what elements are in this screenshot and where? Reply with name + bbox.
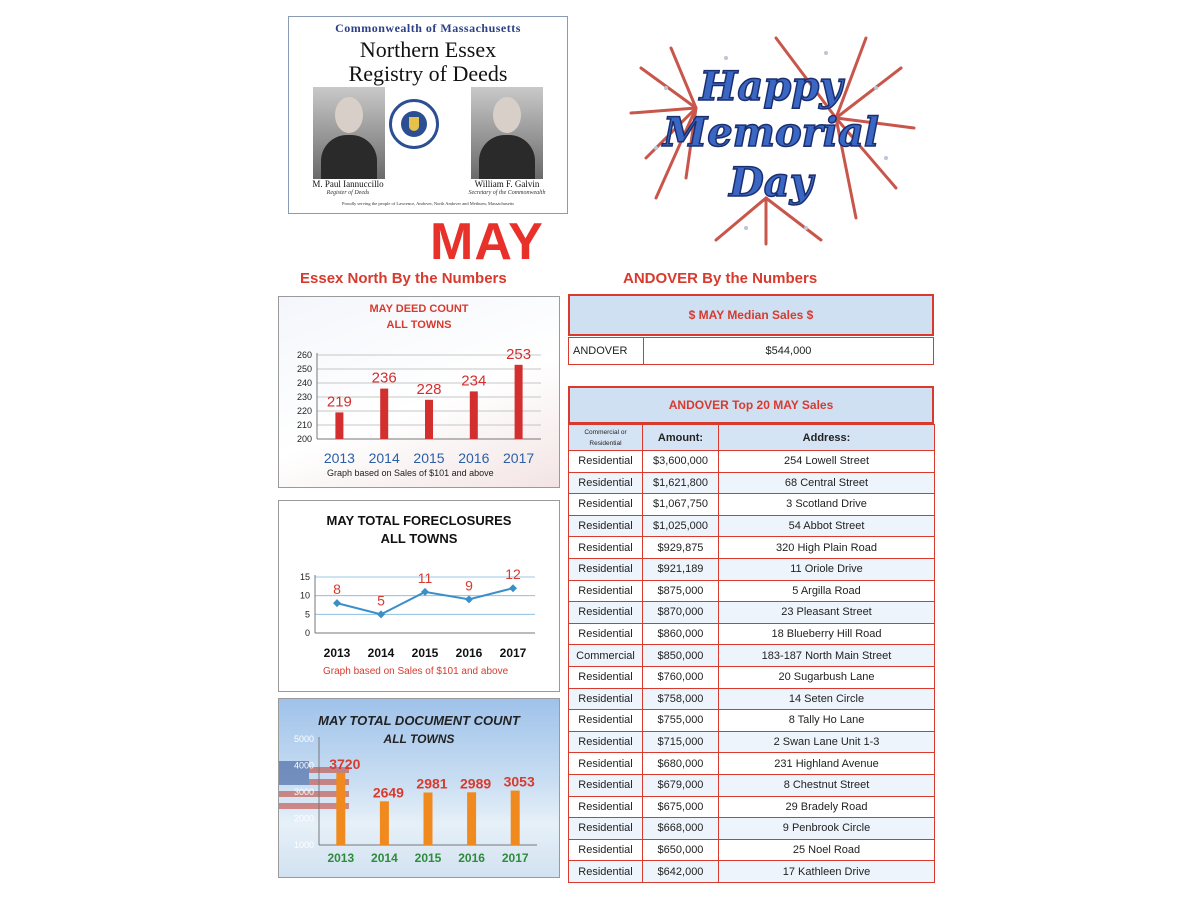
registry-header-card (288, 16, 568, 214)
sale-address-cell: 231 Highland Avenue (719, 753, 935, 775)
table-row (569, 558, 935, 580)
register-portrait (313, 87, 385, 179)
y-tick-label: 15 (299, 572, 310, 582)
bar-2014 (380, 801, 389, 845)
data-label-2016: 234 (461, 372, 487, 390)
secretary-portrait (471, 87, 543, 179)
table-row (569, 839, 935, 861)
sale-amount-cell: $1,067,750 (643, 494, 719, 516)
data-label-2014: 5 (377, 592, 385, 609)
table-row (569, 666, 935, 688)
sale-amount-cell: $870,000 (643, 602, 719, 624)
table-row (569, 515, 935, 537)
sale-type-cell: Residential (569, 688, 643, 710)
header-amount: Amount: (643, 425, 719, 451)
x-tick-label: 2014 (368, 450, 400, 466)
sale-type-cell: Residential (569, 839, 643, 861)
sale-amount-cell: $679,000 (643, 774, 719, 796)
sale-type-cell: Residential (569, 515, 643, 537)
y-tick-label: 10 (299, 590, 310, 601)
x-tick-label: 2016 (458, 851, 485, 865)
commonwealth-label: Commonwealth of Massachusetts (335, 21, 521, 35)
sale-amount-cell: $680,000 (643, 753, 719, 775)
y-tick-label: 5 (304, 609, 310, 620)
sale-type-cell: Residential (569, 796, 643, 818)
deed-chart-note: Graph based on Sales of $101 and above (327, 468, 494, 478)
table-row (569, 602, 935, 624)
table-row (569, 645, 935, 667)
data-label-2014: 236 (371, 369, 397, 387)
x-tick-label: 2015 (411, 646, 439, 660)
median-sales-row (568, 337, 934, 365)
sale-address-cell: 8 Chestnut Street (719, 774, 935, 796)
y-tick-label: 210 (296, 420, 312, 430)
table-row (569, 688, 935, 710)
sale-amount-cell: $850,000 (643, 645, 719, 667)
x-tick-label: 2014 (371, 851, 398, 865)
sale-amount-cell: $1,621,800 (643, 472, 719, 494)
x-tick-label: 2017 (503, 450, 535, 466)
sale-amount-cell: $755,000 (643, 710, 719, 732)
sale-type-cell: Residential (569, 537, 643, 559)
top-sales-banner: ANDOVER Top 20 MAY Sales (568, 386, 934, 424)
registry-title-line1: Northern Essex (359, 37, 497, 62)
memorial-word-day: Day (729, 159, 813, 206)
sale-type-cell: Residential (569, 666, 643, 688)
y-tick-label: 230 (296, 392, 312, 402)
bar-2014 (380, 389, 388, 439)
data-label-2017: 12 (505, 566, 521, 583)
sale-amount-cell: $921,189 (643, 558, 719, 580)
memorial-word-happy: Happy (699, 63, 843, 110)
table-row (569, 818, 935, 840)
sale-amount-cell: $715,000 (643, 731, 719, 753)
x-tick-label: 2017 (501, 851, 529, 865)
bar-2013 (336, 773, 345, 845)
data-label-2016: 9 (465, 577, 473, 594)
bar-2015 (424, 793, 433, 845)
data-label-2015: 11 (417, 569, 433, 586)
deed-count-chart (279, 297, 559, 487)
sale-amount-cell: $3,600,000 (643, 451, 719, 473)
x-tick-label: 2017 (499, 646, 527, 660)
table-row (569, 861, 935, 883)
data-label-2017: 253 (506, 345, 532, 363)
median-town-label: ANDOVER (569, 338, 644, 364)
sale-type-cell: Residential (569, 623, 643, 645)
document-chart-title-line1: MAY TOTAL DOCUMENT COUNT (318, 713, 520, 728)
y-tick-label: 0 (304, 628, 310, 638)
foreclosure-chart-title-line2: ALL TOWNS (380, 531, 458, 546)
x-tick-label: 2016 (458, 450, 490, 466)
y-tick-label: 4000 (293, 760, 314, 771)
registry-footer: Proudly serving the people of Lawrence, Andover, North Andover and Methuen, Massachusetts (341, 201, 515, 206)
foreclosures-chart-panel (278, 500, 560, 692)
sale-type-cell: Residential (569, 494, 643, 516)
y-tick-label: 200 (296, 434, 312, 444)
sale-address-cell: 320 High Plain Road (719, 537, 935, 559)
x-tick-label: 2015 (414, 851, 442, 865)
sale-amount-cell: $1,025,000 (643, 515, 719, 537)
point-2013 (333, 599, 341, 607)
x-tick-label: 2015 (413, 450, 445, 466)
table-row (569, 580, 935, 602)
y-tick-label: 5000 (293, 734, 314, 744)
sale-type-cell: Residential (569, 580, 643, 602)
y-tick-label: 2000 (293, 813, 314, 824)
bar-2016 (467, 792, 476, 845)
registry-title-line2: Registry of Deeds (348, 61, 508, 86)
sale-type-cell: Residential (569, 731, 643, 753)
foreclosure-chart-note: Graph based on Sales of $101 and above (323, 666, 509, 677)
y-tick-label: 1000 (293, 840, 314, 850)
sale-address-cell: 3 Scotland Drive (719, 494, 935, 516)
y-tick-label: 220 (296, 406, 312, 416)
bar-2013 (335, 412, 343, 439)
sale-amount-cell: $929,875 (643, 537, 719, 559)
sale-amount-cell: $875,000 (643, 580, 719, 602)
data-label-2013: 219 (326, 393, 352, 411)
deed-chart-title-line1: MAY DEED COUNT (369, 303, 469, 315)
sale-address-cell: 5 Argilla Road (719, 580, 935, 602)
sale-address-cell: 29 Bradely Road (719, 796, 935, 818)
secretary-name: William F. Galvin (474, 179, 540, 189)
sale-amount-cell: $650,000 (643, 839, 719, 861)
x-tick-label: 2014 (367, 646, 395, 660)
bar-2017 (511, 791, 520, 845)
sale-address-cell: 8 Tally Ho Lane (719, 710, 935, 732)
data-label-2015: 228 (416, 380, 442, 398)
sale-address-cell: 23 Pleasant Street (719, 602, 935, 624)
sale-address-cell: 11 Oriole Drive (719, 558, 935, 580)
memorial-word-memorial: Memorial (662, 109, 880, 156)
left-section-title: Essex North By the Numbers (300, 270, 507, 287)
right-section-title: ANDOVER By the Numbers (623, 270, 818, 287)
data-label-2017: 3053 (503, 773, 535, 790)
deed-count-chart-panel (278, 296, 560, 488)
sale-address-cell: 54 Abbot Street (719, 515, 935, 537)
memorial-day-fireworks (626, 28, 916, 246)
table-row (569, 623, 935, 645)
deed-chart-title-line2: ALL TOWNS (386, 319, 452, 331)
table-row (569, 753, 935, 775)
register-name: M. Paul Iannuccillo (312, 179, 384, 189)
sale-address-cell: 14 Seten Circle (719, 688, 935, 710)
sale-amount-cell: $860,000 (643, 623, 719, 645)
month-heading: MAY (430, 213, 544, 271)
header-type: Commercial or Residential (569, 425, 643, 451)
sale-type-cell: Residential (569, 710, 643, 732)
sale-address-cell: 254 Lowell Street (719, 451, 935, 473)
sale-amount-cell: $758,000 (643, 688, 719, 710)
sale-address-cell: 20 Sugarbush Lane (719, 666, 935, 688)
sale-address-cell: 2 Swan Lane Unit 1-3 (719, 731, 935, 753)
sale-type-cell: Residential (569, 753, 643, 775)
x-tick-label: 2013 (327, 851, 355, 865)
data-label-2014: 2649 (372, 784, 404, 801)
x-tick-label: 2016 (455, 646, 483, 660)
sale-address-cell: 17 Kathleen Drive (719, 861, 935, 883)
foreclosures-chart (279, 501, 559, 691)
sale-amount-cell: $668,000 (643, 818, 719, 840)
table-header-row (569, 425, 935, 451)
y-tick-label: 3000 (293, 787, 314, 797)
median-value: $544,000 (765, 345, 812, 357)
sale-address-cell: 25 Noel Road (719, 839, 935, 861)
sale-type-cell: Residential (569, 861, 643, 883)
data-label-2013: 3720 (329, 755, 361, 772)
sale-type-cell: Residential (569, 472, 643, 494)
data-label-2016: 2989 (460, 775, 492, 792)
x-tick-label: 2013 (323, 646, 351, 660)
median-sales-banner: $ MAY Median Sales $ (568, 294, 934, 336)
table-row (569, 494, 935, 516)
massachusetts-seal-icon (389, 99, 439, 149)
sale-address-cell: 9 Penbrook Circle (719, 818, 935, 840)
y-tick-label: 260 (296, 350, 312, 360)
document-count-chart-panel (278, 698, 560, 878)
top-sales-table (568, 424, 935, 883)
header-address: Address: (719, 425, 935, 451)
data-label-2013: 8 (333, 581, 341, 598)
table-row (569, 731, 935, 753)
bar-2016 (470, 391, 478, 439)
sale-type-cell: Residential (569, 818, 643, 840)
sale-address-cell: 18 Blueberry Hill Road (719, 623, 935, 645)
sale-amount-cell: $675,000 (643, 796, 719, 818)
point-2016 (465, 595, 473, 603)
document-chart-title-line2: ALL TOWNS (383, 732, 455, 746)
table-row (569, 451, 935, 473)
y-tick-label: 250 (296, 364, 312, 374)
table-row (569, 774, 935, 796)
register-role: Register of Deeds (326, 190, 370, 196)
point-2014 (377, 610, 385, 618)
bar-2017 (515, 365, 523, 439)
point-2015 (421, 588, 429, 596)
sale-type-cell: Residential (569, 602, 643, 624)
sale-address-cell: 183-187 North Main Street (719, 645, 935, 667)
sale-type-cell: Commercial (569, 645, 643, 667)
table-row (569, 796, 935, 818)
table-row (569, 472, 935, 494)
table-row (569, 710, 935, 732)
sale-type-cell: Residential (569, 558, 643, 580)
sale-type-cell: Residential (569, 774, 643, 796)
secretary-role: Secretary of the Commonwealth (468, 190, 546, 196)
x-tick-label: 2013 (323, 450, 355, 466)
sale-type-cell: Residential (569, 451, 643, 473)
table-row (569, 537, 935, 559)
data-label-2015: 2981 (416, 775, 448, 792)
sale-amount-cell: $642,000 (643, 861, 719, 883)
point-2017 (509, 584, 517, 592)
foreclosure-chart-title-line1: MAY TOTAL FORECLOSURES (326, 513, 512, 528)
sale-amount-cell: $760,000 (643, 666, 719, 688)
y-tick-label: 240 (296, 378, 312, 388)
sale-address-cell: 68 Central Street (719, 472, 935, 494)
bar-2015 (425, 400, 433, 439)
document-count-chart (279, 699, 559, 877)
